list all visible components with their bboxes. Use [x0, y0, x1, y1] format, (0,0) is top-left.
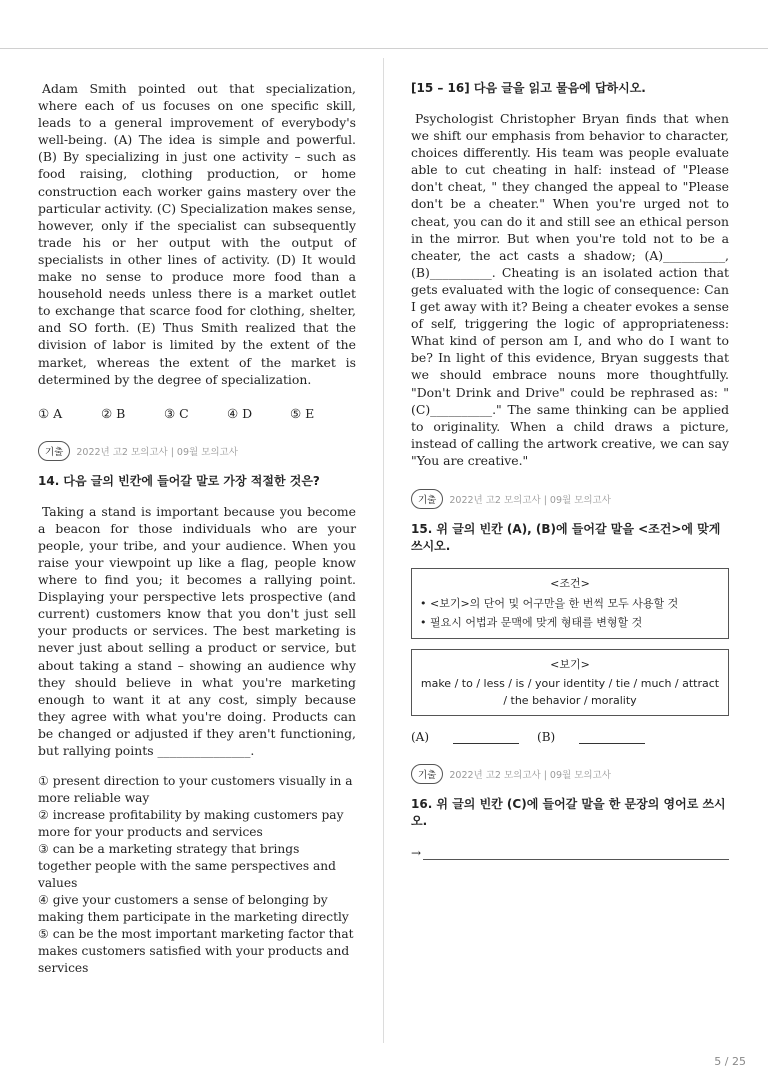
option[interactable]: ② increase profitability by making customers pay more for your products and services	[38, 808, 344, 840]
option[interactable]: ① present direction to your customers visually in a more reliable way	[38, 774, 353, 806]
answer-row-15	[411, 730, 729, 744]
choice[interactable]: ② B	[101, 405, 126, 421]
condition-item: • <보기>의 단어 및 어구만을 한 번씩 모두 사용할 것	[420, 596, 679, 610]
q15-tagline	[411, 489, 729, 509]
exam-meta: 2022년 고2 모의고사 | 09월 모의고사	[76, 446, 238, 458]
answer-blank-a[interactable]	[453, 730, 519, 744]
choice[interactable]: ⑤ E	[290, 405, 315, 421]
past-exam-badge: 기출	[38, 441, 70, 461]
word-bank-title: <보기>	[550, 657, 590, 671]
left-column	[38, 80, 356, 977]
option[interactable]: ③ can be a marketing strategy that brings together people with the same perspectives and values	[38, 842, 336, 891]
q14-title: 14. 다음 글의 빈칸에 들어갈 말로 가장 적절한 것은?	[38, 473, 320, 488]
option[interactable]: ④ give your customers a sense of belonging by making them participate in the marketing directly	[38, 893, 349, 925]
choice[interactable]: ① A	[38, 405, 63, 421]
past-exam-badge: 기출	[411, 764, 443, 784]
passage-15-16: Psychologist Christopher Bryan finds that when we shift our emphasis from behavior to character, choices differently. His team was people evaluate able to cut cheating in half: instead of "Please don't cheat, " they changed the appeal to "Please don't be a cheater." When you're urged not to cheat, you can do it and still see an ethical person in the mirror. But when you're told not to be a cheater, the act casts a shadow; (A)__________, (B)__________. Cheating is an isolated action that gets evaluated with the logic of consequence: Can I get away with it? Being a cheater evokes a sense of self, triggering the logic of appropriateness: What kind of person am I, and who do I want to be? In light of this evidence, Bryan suggests that we should embrace nouns more thoughtfully. "Don't Drink and Drive" could be rephrased as: " (C)__________." The same thinking can be applied to originality. When a child draws a picture, instead of calling the artwork creative, we can say "You are creative."	[411, 111, 729, 468]
choice[interactable]: ③ C	[164, 405, 189, 421]
condition-title: <조건>	[550, 576, 590, 590]
q15-title: 15. 위 글의 빈칸 (A), (B)에 들어갈 말을 <조건>에 맞게 쓰시오.	[411, 521, 721, 553]
column-divider	[383, 58, 384, 1043]
condition-item: • 필요시 어법과 문맥에 맞게 형태를 변형할 것	[420, 615, 643, 629]
q14-options	[38, 773, 356, 977]
answer-label-a: (A)	[411, 729, 430, 744]
passage-14: Taking a stand is important because you become a beacon for those individuals who are your people, your tribe, and your audience. When you raise your viewpoint up like a flag, people know where to find you; it becomes a rallying point. Displaying your perspective lets prospective (and current) customers know that you don't just sell your products or services. The best marketing is never just about selling a product or service, but about taking a stand – showing an audience why they should believe in what you're marketing enough to want it at any cost, simply because they agree with what you're doing. Products can be changed or adjusted if they aren't functioning, but rallying points _______________.	[38, 503, 356, 758]
group-title: [15 – 16] 다음 글을 읽고 물음에 답하시오.	[411, 81, 646, 95]
page-number: 5 / 25	[714, 1055, 746, 1068]
right-column	[411, 80, 729, 860]
header-rule	[0, 48, 768, 49]
answer-line-16[interactable]	[411, 846, 729, 860]
answer-blank-c[interactable]	[423, 847, 729, 860]
exam-meta: 2022년 고2 모의고사 | 09월 모의고사	[449, 494, 611, 506]
passage-13: Adam Smith pointed out that specialization, where each of us focuses on one specific skill, leads to a general improvement of everybody's well-being. (A) The idea is simple and powerful. (B) By specializing in just one activity – such as food raising, clothing production, or home construction each worker gains mastery over the particular activity. (C) Specialization makes sense, however, only if the specialist can subsequently trade his or her output with the output of specialists in other lines of activity. (D) It would make no sense to produce more food than a household needs unless there is a market outlet to exchange that scarce food for clothing, shelter, and SO forth. (E) Thus Smith realized that the division of labor is limited by the extent of the market, whereas the extent of the market is determined by the degree of specialization.	[38, 81, 356, 387]
answer-label-b: (B)	[537, 729, 556, 744]
q16-title: 16. 위 글의 빈칸 (C)에 들어갈 말을 한 문장의 영어로 쓰시오.	[411, 796, 726, 828]
choices-13	[38, 406, 356, 421]
condition-box	[411, 568, 729, 639]
past-exam-badge: 기출	[411, 489, 443, 509]
answer-blank-b[interactable]	[579, 730, 645, 744]
word-bank: make / to / less / is / your identity / tie / much / attract / the behavior / morality	[420, 676, 720, 707]
word-bank-box	[411, 649, 729, 716]
exam-meta: 2022년 고2 모의고사 | 09월 모의고사	[449, 769, 611, 781]
choice[interactable]: ④ D	[227, 405, 253, 421]
q14-tagline	[38, 441, 356, 461]
q16-tagline	[411, 764, 729, 784]
option[interactable]: ⑤ can be the most important marketing factor that makes customers satisfied with your products and services	[38, 927, 354, 976]
arrow-icon: →	[411, 845, 422, 860]
